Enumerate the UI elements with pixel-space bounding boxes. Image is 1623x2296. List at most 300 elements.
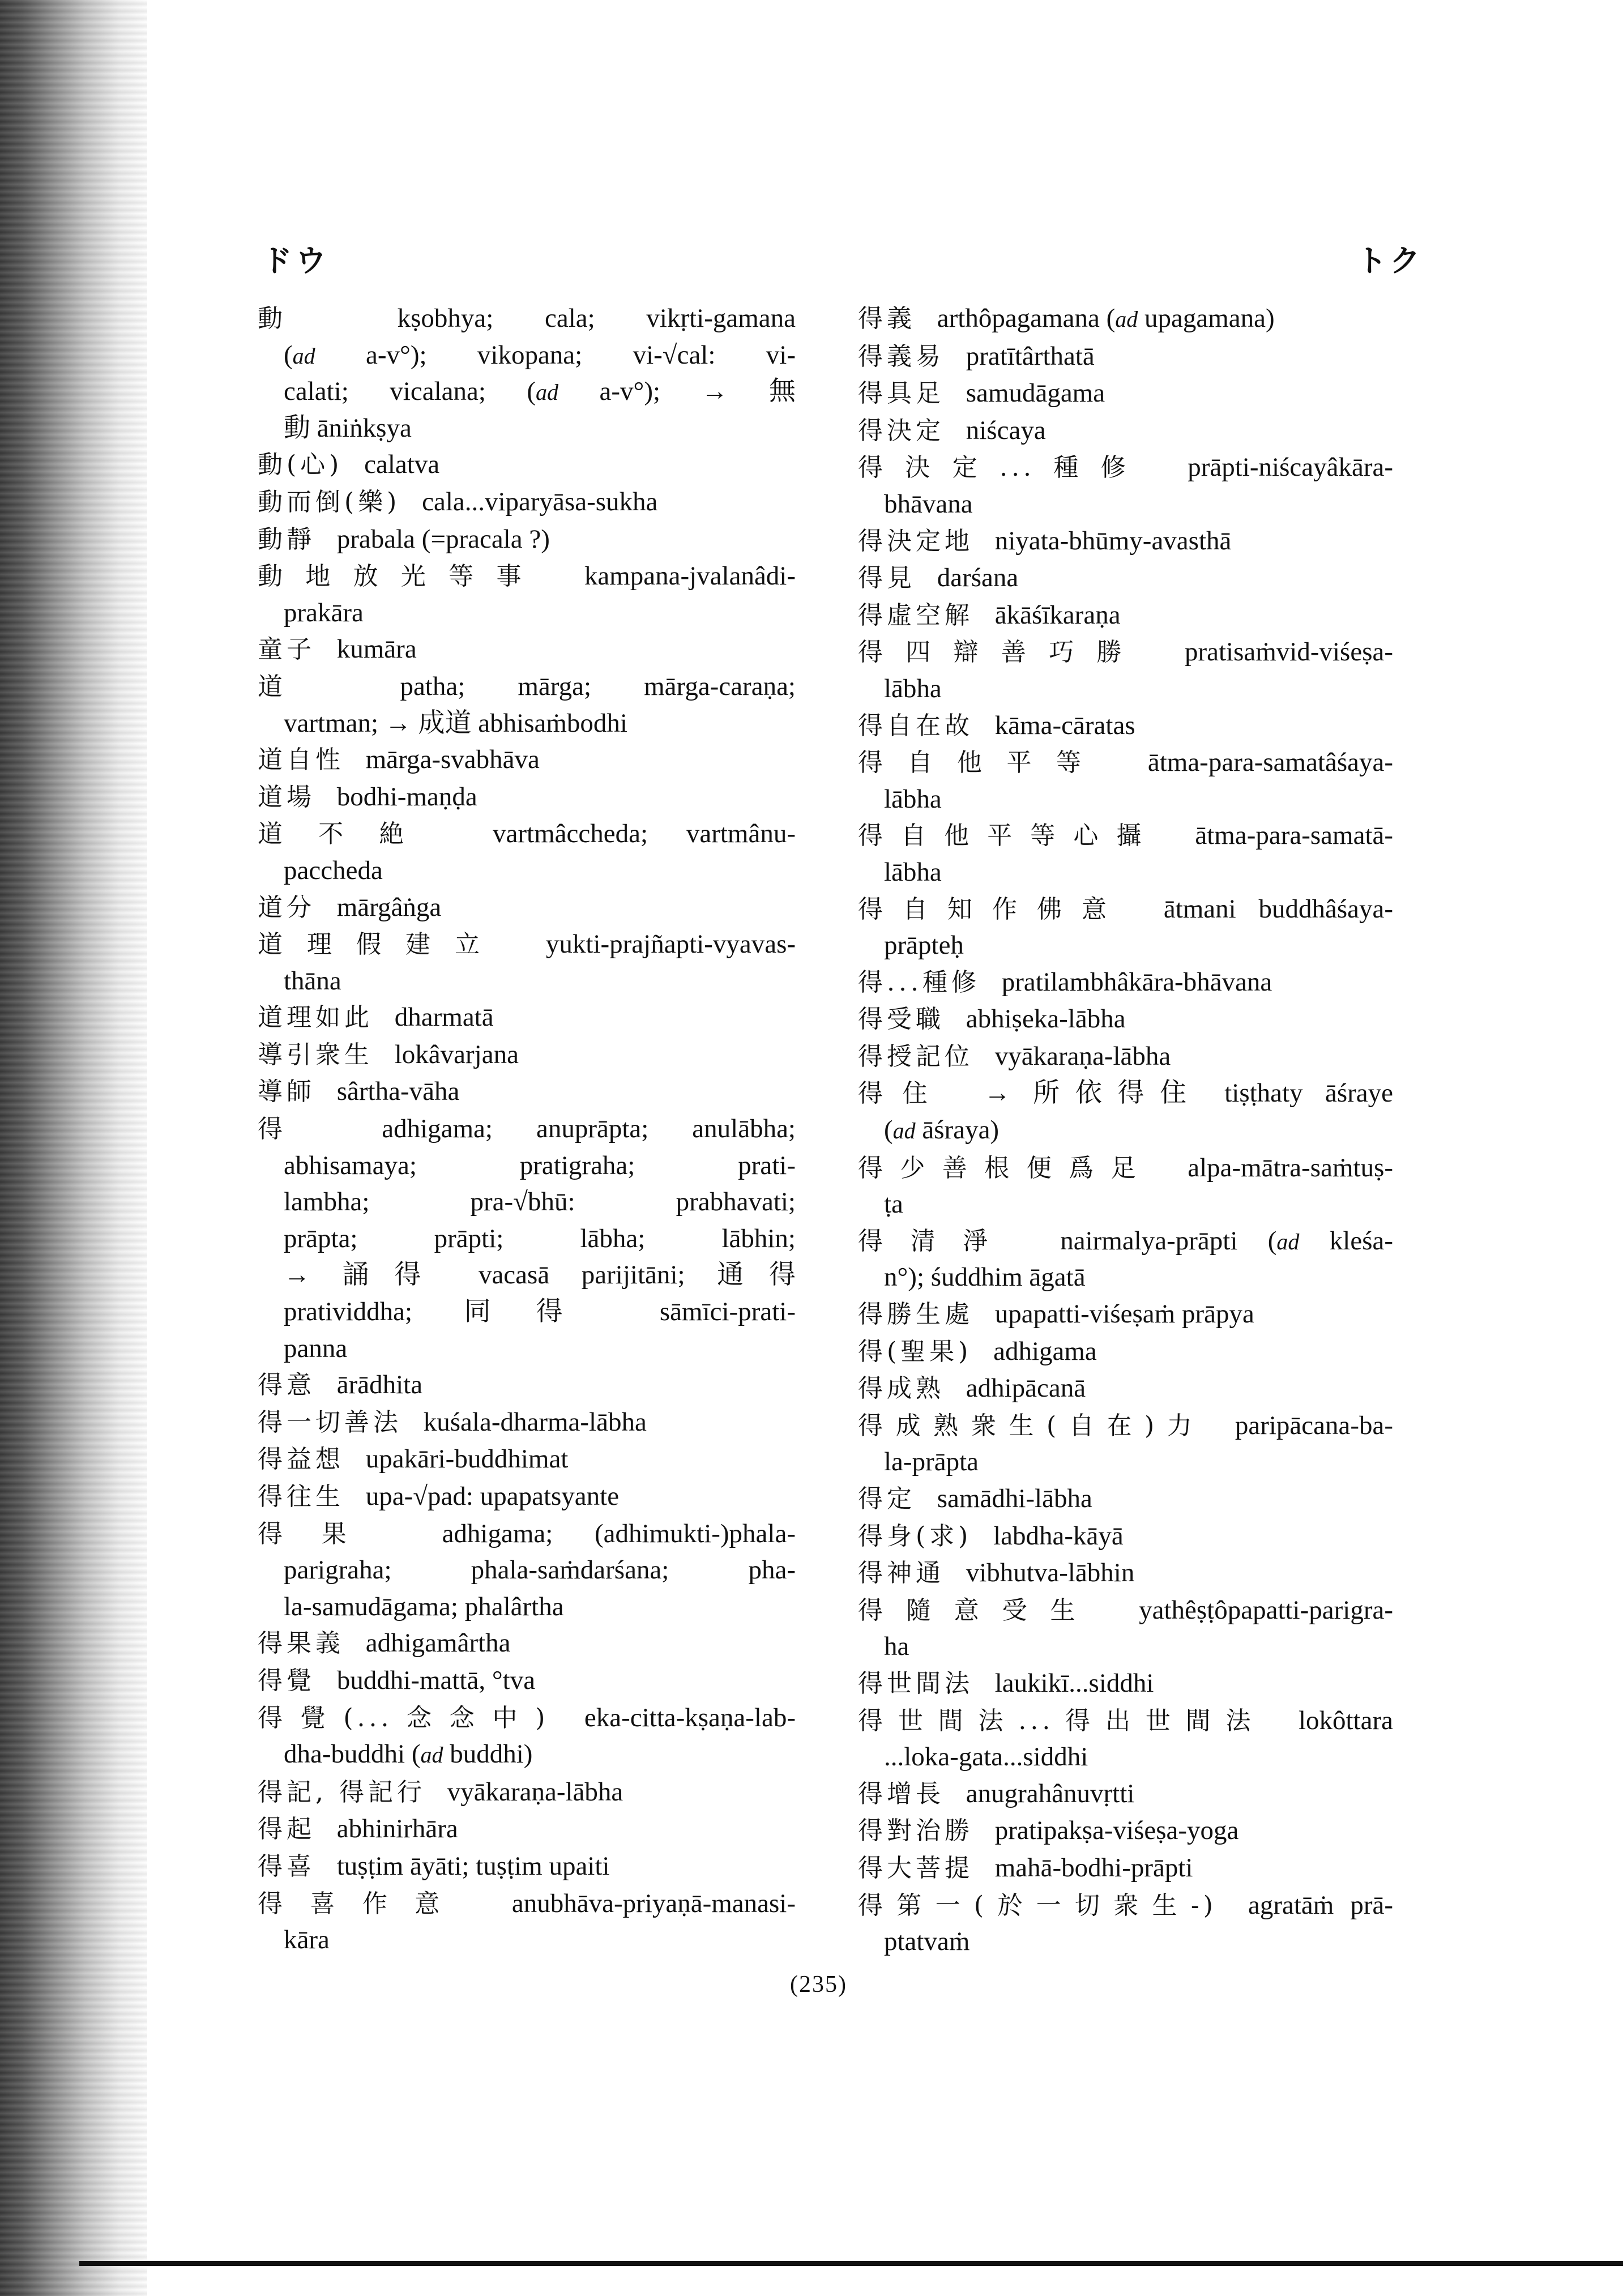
- entry-first-line: [858, 300, 1393, 338]
- dictionary-entry: [858, 1296, 1393, 1333]
- dictionary-entry: [858, 523, 1393, 560]
- dictionary-entry: [858, 744, 1393, 817]
- entry-headword: 得受職: [858, 1005, 945, 1034]
- entry-gloss: vartmâccheda; vartmânu-: [493, 819, 796, 849]
- entry-gloss: vyākaraṇa-lābha: [994, 1041, 1171, 1071]
- entry-first-line: [258, 1036, 796, 1074]
- entry-gloss: parigraha; phala-saṁdarśana; pha-: [284, 1555, 796, 1585]
- dictionary-entry: [258, 1811, 796, 1848]
- entry-headword: 得身(求): [858, 1521, 972, 1551]
- entry-first-line: [858, 1075, 1393, 1112]
- entry-first-line: [858, 1370, 1393, 1407]
- entry-continuation-line: [258, 595, 796, 631]
- entry-headword: 得住: [858, 1079, 947, 1108]
- dictionary-entry: [858, 1001, 1393, 1038]
- entry-gloss: ātma-para-samatâśaya-: [1147, 748, 1393, 778]
- entry-continuation-line: [858, 1628, 1393, 1665]
- entry-headword: 得: [258, 1115, 324, 1144]
- dictionary-entry: [258, 889, 796, 927]
- dictionary-entry: [858, 449, 1393, 522]
- dictionary-entry: [258, 741, 796, 779]
- dictionary-entry: [858, 375, 1393, 412]
- entry-continuation-line: [258, 1589, 796, 1625]
- entry-gloss: pratītârthatā: [966, 341, 1095, 371]
- entry-headword: 道自性: [258, 745, 344, 775]
- entry-gloss: prabala (=pracala ?): [336, 524, 550, 554]
- entry-continuation-line: [858, 1259, 1393, 1296]
- entry-first-line: [258, 1073, 796, 1111]
- entry-first-line: [258, 816, 796, 852]
- entry-first-line: [858, 597, 1393, 634]
- entry-continuation-line: [858, 1112, 1393, 1150]
- entry-first-line: [258, 1478, 796, 1516]
- entry-headword: 道不絶: [258, 820, 440, 849]
- entry-gloss: abhinirhāra: [336, 1814, 458, 1844]
- entry-gloss: ṭa: [884, 1189, 903, 1219]
- entry-continuation-line: [258, 1294, 796, 1330]
- entry-headword: 得自在故: [858, 711, 973, 740]
- entry-first-line: [858, 891, 1393, 928]
- dictionary-entry: [858, 1850, 1393, 1887]
- entry-gloss: prāpti-niścayâkāra-: [1188, 453, 1393, 483]
- entry-first-line: [858, 634, 1393, 671]
- entry-headword: 得意: [258, 1371, 315, 1400]
- entry-continuation-line: [858, 1739, 1393, 1776]
- dictionary-entry: [858, 1518, 1393, 1555]
- entry-continuation-line: [858, 781, 1393, 818]
- entry-headword: 得清淨: [858, 1226, 1015, 1256]
- entry-gloss: niścaya: [966, 415, 1046, 445]
- entry-first-line: [258, 1662, 796, 1700]
- entry-headword: 得四辯善巧勝: [858, 638, 1144, 667]
- entry-continuation-line: [258, 337, 796, 374]
- dictionary-entry: [258, 1662, 796, 1700]
- entry-headword: 得世間法: [858, 1668, 973, 1698]
- entry-continuation-line: [258, 1220, 796, 1257]
- entry-gloss: nairmalya-prāpti (ad kleśa-: [1060, 1226, 1393, 1256]
- entry-gloss: adhigama; anuprāpta; anulābha;: [382, 1114, 796, 1144]
- entry-first-line: [858, 707, 1393, 745]
- entry-headword: 得對治勝: [858, 1816, 973, 1846]
- entry-gloss: tuṣṭim āyāti; tuṣṭim upaiti: [336, 1851, 610, 1881]
- entry-gloss: eka-citta-kṣaṇa-lab-: [584, 1702, 796, 1732]
- entry-first-line: [858, 1296, 1393, 1333]
- entry-headword: 得益想: [258, 1445, 344, 1474]
- entry-continuation-line: [858, 1923, 1393, 1960]
- entry-continuation-line: [258, 410, 796, 447]
- dictionary-entry: [858, 1223, 1393, 1296]
- entry-gloss: ārādhita: [336, 1370, 423, 1400]
- entry-gloss: bodhi-maṇḍa: [336, 782, 477, 812]
- entry-first-line: [258, 300, 796, 337]
- entry-continuation-line: [258, 1147, 796, 1184]
- entry-first-line: [858, 1812, 1393, 1850]
- entry-gloss: calati; vicalana; (ad a-v°); → 無: [284, 377, 796, 407]
- entry-first-line: [858, 375, 1393, 412]
- dictionary-entry: [258, 1478, 796, 1516]
- dictionary-entry: [858, 1407, 1393, 1480]
- entry-headword: 得決定地: [858, 526, 973, 556]
- dictionary-entry: [258, 779, 796, 816]
- dictionary-entry: [858, 300, 1393, 338]
- dictionary-entry: [858, 560, 1393, 597]
- entry-headword: 得覺(...念念中): [258, 1703, 549, 1732]
- entry-headword: 動(心): [258, 450, 343, 480]
- entry-headword: 得一切善法: [258, 1407, 402, 1437]
- entry-gloss: ātma-para-samatā-: [1195, 821, 1393, 851]
- entry-headword: 得具足: [858, 379, 945, 408]
- dictionary-entry: [858, 597, 1393, 634]
- entry-headword: 道場: [258, 782, 315, 812]
- entry-first-line: [858, 964, 1393, 1001]
- entry-headword: 得成熟: [858, 1374, 945, 1403]
- entry-first-line: [858, 817, 1393, 854]
- dictionary-entry: [858, 1776, 1393, 1813]
- dictionary-entry: [858, 412, 1393, 450]
- entry-first-line: [258, 1367, 796, 1404]
- entry-gloss: kāra: [284, 1925, 330, 1955]
- dictionary-entry: [858, 1480, 1393, 1518]
- entry-gloss: yathêṣṭôpapatti-parigra-: [1139, 1595, 1393, 1625]
- dictionary-entry: [858, 1370, 1393, 1407]
- entry-first-line: [258, 741, 796, 779]
- entry-gloss: prāpta; prāpti; lābha; lābhin;: [284, 1223, 796, 1253]
- entry-gloss: anugrahânuvṛtti: [966, 1778, 1135, 1808]
- entry-headword: 動靜: [258, 524, 315, 554]
- entry-headword: 得決定: [858, 416, 945, 445]
- entry-gloss: → 所依得住 tiṣṭhaty āśraye: [984, 1078, 1393, 1108]
- entry-first-line: [858, 1407, 1393, 1444]
- entry-headword: 得義易: [858, 342, 945, 371]
- entry-gloss: dharmatā: [394, 1002, 494, 1032]
- entry-first-line: [258, 926, 796, 963]
- entry-gloss: upakāri-buddhimat: [365, 1444, 569, 1474]
- entry-headword: 道理如此: [258, 1003, 373, 1032]
- dictionary-entry: [858, 707, 1393, 745]
- entry-gloss: → 誦得 vacasā parijitāni; 通得: [284, 1260, 796, 1290]
- running-head-right: トク: [1356, 243, 1424, 279]
- dictionary-entry: [258, 484, 796, 521]
- entry-headword: 得少善根便爲足: [858, 1153, 1154, 1183]
- entry-first-line: [858, 412, 1393, 450]
- entry-headword: 童子: [258, 635, 315, 664]
- entry-gloss: la-prāpta: [884, 1447, 979, 1477]
- entry-gloss: bhāvana: [884, 489, 973, 519]
- entry-gloss: sârtha-vāha: [336, 1077, 460, 1107]
- dictionary-entry: [258, 1404, 796, 1441]
- entry-gloss: buddhi-mattā, °tva: [336, 1665, 536, 1695]
- dictionary-entry: [258, 1073, 796, 1111]
- entry-gloss: pratividdha; 同得 sāmīci-prati-: [284, 1297, 796, 1327]
- entry-headword: 得喜: [258, 1851, 315, 1881]
- entry-gloss: abhisamaya; pratigraha; prati-: [284, 1150, 796, 1180]
- dictionary-entry: [858, 1075, 1393, 1149]
- dictionary-entry: [858, 1665, 1393, 1702]
- entry-first-line: [858, 1001, 1393, 1038]
- dictionary-entry: [258, 999, 796, 1036]
- entry-first-line: [258, 558, 796, 595]
- running-head-left: ドウ: [262, 243, 330, 279]
- entry-first-line: [258, 446, 796, 484]
- entry-gloss: agratāṁ prā-: [1248, 1890, 1393, 1920]
- dictionary-entry: [858, 891, 1393, 964]
- entry-gloss: vibhutva-lābhin: [966, 1558, 1135, 1588]
- entry-continuation-line: [258, 373, 796, 410]
- entry-gloss: abhiṣeka-lābha: [966, 1004, 1126, 1034]
- entry-headword: 道分: [258, 893, 315, 922]
- dictionary-entry: [258, 631, 796, 668]
- entry-headword: 得決定...種修: [858, 453, 1148, 483]
- entry-gloss: (ad a-v°); vikopana; vi-√cal: vi-: [284, 340, 796, 370]
- entry-gloss: niyata-bhūmy-avasthā: [994, 526, 1232, 556]
- entry-first-line: [258, 1441, 796, 1478]
- entry-first-line: [858, 1480, 1393, 1518]
- entry-continuation-line: [858, 1186, 1393, 1223]
- entry-continuation-line: [258, 1257, 796, 1294]
- entry-continuation-line: [858, 671, 1393, 707]
- entry-gloss: darśana: [937, 563, 1019, 593]
- entry-first-line: [858, 1850, 1393, 1887]
- entry-gloss: pratisaṁvid-viśeṣa-: [1184, 637, 1393, 667]
- entry-gloss: lābha: [884, 857, 942, 887]
- entry-first-line: [258, 1885, 796, 1922]
- entry-gloss: ...loka-gata...siddhi: [884, 1742, 1088, 1772]
- entry-gloss: calatva: [364, 450, 440, 480]
- entry-gloss: kuśala-dharma-lābha: [423, 1407, 647, 1437]
- entry-headword: 得起: [258, 1815, 315, 1844]
- entry-first-line: [858, 1038, 1393, 1076]
- entry-headword: 得記, 得記行: [258, 1777, 426, 1807]
- entry-first-line: [258, 631, 796, 668]
- entry-first-line: [258, 889, 796, 927]
- entry-first-line: [858, 1887, 1393, 1924]
- entry-headword: 得增長: [858, 1779, 945, 1808]
- entry-gloss: paripācana-ba-: [1235, 1410, 1393, 1440]
- entry-gloss: labdha-kāyā: [993, 1521, 1124, 1551]
- entry-first-line: [258, 484, 796, 521]
- entry-headword: 得勝生處: [858, 1300, 973, 1329]
- dictionary-entry: [258, 668, 796, 741]
- entry-gloss: samudāgama: [966, 378, 1105, 408]
- entry-gloss: adhigama; (adhimukti-)phala-: [442, 1518, 796, 1548]
- dictionary-entry: [258, 1885, 796, 1958]
- entry-gloss: anubhāva-priyaṇā-manasi-: [511, 1888, 796, 1918]
- entry-headword: 得喜作意: [258, 1889, 467, 1918]
- dictionary-entry: [258, 1700, 796, 1774]
- entry-gloss: lokâvarjana: [394, 1039, 519, 1069]
- entry-headword: 動而倒(樂): [258, 487, 401, 517]
- entry-headword: 道理假建立: [258, 930, 505, 959]
- entry-gloss: alpa-mātra-saṁtuṣ-: [1188, 1153, 1393, 1183]
- entry-first-line: [258, 668, 796, 705]
- entry-continuation-line: [258, 963, 796, 1000]
- entry-continuation-line: [258, 1736, 796, 1774]
- dictionary-entry: [258, 521, 796, 558]
- entry-continuation-line: [858, 486, 1393, 523]
- dictionary-entry: [858, 338, 1393, 375]
- dictionary-entry: [858, 817, 1393, 890]
- entry-first-line: [858, 1555, 1393, 1592]
- entry-gloss: patha; mārga; mārga-caraṇa;: [400, 671, 796, 701]
- entry-continuation-line: [258, 1330, 796, 1367]
- dictionary-entry: [258, 446, 796, 484]
- entry-headword: 得隨意受生: [858, 1595, 1099, 1625]
- entry-gloss: ha: [884, 1632, 909, 1662]
- entry-gloss: n°); śuddhim āgatā: [884, 1262, 1086, 1292]
- entry-headword: 得自他平等: [858, 748, 1106, 778]
- entry-gloss: kumāra: [336, 634, 417, 664]
- entry-headword: 得大菩提: [858, 1853, 973, 1883]
- entry-first-line: [858, 1223, 1393, 1260]
- entry-headword: 導師: [258, 1077, 315, 1107]
- entry-headword: 得果義: [258, 1629, 344, 1658]
- dictionary-entry: [258, 1625, 796, 1662]
- entry-first-line: [258, 779, 796, 816]
- dictionary-entry: [858, 1333, 1393, 1371]
- dictionary-entry: [258, 1516, 796, 1625]
- dictionary-entry: [258, 1774, 796, 1811]
- entry-continuation-line: [258, 1922, 796, 1958]
- entry-gloss: lābha: [884, 673, 942, 703]
- entry-headword: 得自知作佛意: [858, 894, 1127, 924]
- entry-gloss: prāpteḥ: [884, 931, 964, 961]
- dictionary-entry: [258, 1111, 796, 1367]
- entry-gloss: adhigama: [993, 1336, 1097, 1366]
- entry-first-line: [858, 560, 1393, 597]
- entry-gloss: paccheda: [284, 855, 383, 885]
- right-column: [858, 300, 1393, 1960]
- dictionary-entry: [258, 1036, 796, 1074]
- entry-headword: 導引衆生: [258, 1040, 373, 1069]
- entry-first-line: [258, 1811, 796, 1848]
- dictionary-entry: [258, 300, 796, 446]
- dictionary-entry: [858, 1702, 1393, 1776]
- entry-gloss: adhipācanā: [966, 1373, 1086, 1403]
- entry-first-line: [258, 1848, 796, 1885]
- entry-gloss: mārga-svabhāva: [365, 745, 540, 775]
- entry-first-line: [258, 1404, 796, 1441]
- entry-first-line: [858, 1665, 1393, 1702]
- dictionary-entry: [858, 634, 1393, 707]
- entry-gloss: kṣobhya; cala; vikṛti-gamana: [397, 304, 796, 333]
- entry-headword: 得往生: [258, 1482, 344, 1511]
- entry-headword: 得成熟衆生(自在)力: [858, 1411, 1205, 1440]
- entry-gloss: lokôttara: [1298, 1705, 1393, 1735]
- dictionary-entry: [258, 1848, 796, 1885]
- entry-gloss: lābha: [884, 784, 942, 814]
- dictionary-entry: [858, 1038, 1393, 1076]
- entry-gloss: upa-√pad: upapatsyante: [365, 1482, 620, 1511]
- dictionary-entry: [258, 816, 796, 889]
- entry-headword: 得義: [858, 304, 916, 333]
- entry-gloss: vartman; → 成道 abhisaṁbodhi: [284, 708, 627, 738]
- entry-continuation-line: [858, 927, 1393, 964]
- entry-gloss: samādhi-lābha: [937, 1484, 1092, 1513]
- entry-gloss: ptatvaṁ: [884, 1927, 970, 1957]
- dictionary-entry: [858, 1812, 1393, 1850]
- entry-continuation-line: [858, 1444, 1393, 1480]
- scan-binding-texture: [0, 0, 147, 2296]
- entry-gloss: vyākaraṇa-lābha: [447, 1777, 623, 1807]
- entry-gloss: adhigamârtha: [365, 1628, 511, 1658]
- dictionary-entry: [258, 1367, 796, 1404]
- entry-gloss: dha-buddhi (ad buddhi): [284, 1739, 533, 1769]
- entry-first-line: [858, 1333, 1393, 1371]
- dictionary-entry: [258, 558, 796, 631]
- entry-gloss: kampana-jvalanâdi-: [584, 561, 796, 591]
- entry-first-line: [258, 1111, 796, 1147]
- page-number: (235): [790, 1971, 847, 1998]
- entry-first-line: [858, 449, 1393, 486]
- dictionary-entry: [858, 1887, 1393, 1960]
- entry-gloss: la-samudāgama; phalârtha: [284, 1591, 564, 1621]
- entry-headword: 得世間法...得出世間法: [858, 1706, 1266, 1735]
- dictionary-entry: [258, 926, 796, 999]
- entry-headword: 得...種修: [858, 967, 980, 997]
- entry-first-line: [258, 521, 796, 558]
- entry-gloss: ātmani buddhâśaya-: [1163, 894, 1393, 924]
- entry-first-line: [858, 338, 1393, 375]
- entry-headword: 得神通: [858, 1559, 945, 1588]
- entry-headword: 得虛空解: [858, 600, 973, 630]
- entry-gloss: yukti-prajñapti-vyavas-: [545, 929, 796, 959]
- entry-first-line: [258, 999, 796, 1036]
- entry-headword: 得授記位: [858, 1042, 973, 1071]
- entry-headword: 得覺: [258, 1666, 315, 1695]
- entry-headword: 動地放光等事: [258, 562, 544, 591]
- entry-first-line: [858, 1776, 1393, 1813]
- entry-gloss: lambha; pra-√bhū: prabhavati;: [284, 1187, 796, 1217]
- entry-first-line: [858, 523, 1393, 560]
- entry-first-line: [858, 1592, 1393, 1629]
- entry-gloss: laukikī...siddhi: [994, 1668, 1154, 1698]
- dictionary-entry: [858, 1555, 1393, 1592]
- entry-first-line: [258, 1774, 796, 1811]
- entry-headword: 得見: [858, 564, 916, 593]
- entry-continuation-line: [258, 1552, 796, 1589]
- entry-headword: 道: [258, 672, 333, 701]
- entry-headword: 動: [258, 304, 331, 333]
- entry-first-line: [258, 1700, 796, 1736]
- entry-continuation-line: [858, 854, 1393, 891]
- entry-gloss: arthôpagamana (ad upagamana): [937, 304, 1275, 333]
- left-column: [258, 300, 796, 1958]
- dictionary-entry: [858, 1592, 1393, 1665]
- entry-gloss: kāma-cāratas: [994, 710, 1135, 740]
- scan-bottom-edge: [79, 2261, 1623, 2266]
- entry-headword: 得果: [258, 1519, 386, 1548]
- entry-first-line: [258, 1516, 796, 1552]
- entry-gloss: ākāśīkaraṇa: [994, 600, 1121, 630]
- entry-continuation-line: [258, 1184, 796, 1220]
- entry-headword: 得自他平等心攝: [858, 821, 1160, 851]
- entry-headword: 得第一(於一切衆生-): [858, 1890, 1217, 1920]
- dictionary-entry: [258, 1441, 796, 1478]
- entry-gloss: cala...viparyāsa-sukha: [422, 486, 658, 517]
- dictionary-entry: [858, 964, 1393, 1001]
- entry-headword: 得(聖果): [858, 1337, 972, 1366]
- entry-first-line: [858, 744, 1393, 781]
- entry-gloss: panna: [284, 1333, 348, 1363]
- entry-gloss: pratilambhâkāra-bhāvana: [1001, 967, 1272, 997]
- entry-first-line: [858, 1702, 1393, 1739]
- entry-gloss: thāna: [284, 966, 341, 996]
- entry-gloss: mārgâṅga: [336, 892, 442, 922]
- entry-gloss: (ad āśraya): [884, 1115, 1000, 1145]
- entry-gloss: mahā-bodhi-prāpti: [994, 1853, 1193, 1883]
- entry-first-line: [258, 1625, 796, 1662]
- entry-gloss: 動 āniṅkṣya: [284, 413, 412, 443]
